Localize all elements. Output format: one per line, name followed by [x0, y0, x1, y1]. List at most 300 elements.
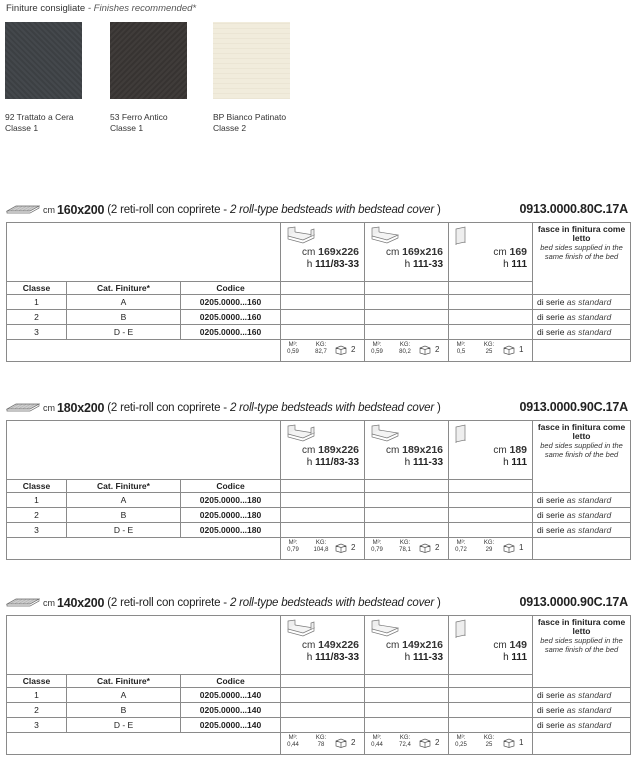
finish-swatch-trattato-a-cera [5, 22, 82, 99]
standard-cell [533, 703, 631, 718]
weight-label: KG: [483, 735, 495, 741]
box-icon [335, 738, 347, 748]
height-value: 111/83-33 [315, 259, 360, 270]
column-header-cat-finiture: Cat. Finiture* [67, 480, 181, 493]
variant-cell [281, 616, 365, 675]
swatch-name: BP Bianco Patinato [213, 112, 287, 122]
standard-cell [533, 493, 631, 508]
bed-with-headboard-icon [285, 619, 317, 637]
unit-label: cm [493, 247, 507, 258]
unit-label: cm [43, 205, 55, 215]
bed-with-headboard-icon [285, 424, 317, 442]
empty-cell [281, 675, 365, 688]
standard-cell [533, 310, 631, 325]
unit-label: cm [302, 247, 316, 258]
volume-label: M³: [456, 540, 466, 546]
table-row [7, 703, 631, 718]
variant-size: 149x226 [318, 639, 360, 651]
variant-cell [365, 223, 449, 282]
description-close: ) [436, 402, 441, 414]
empty-cell [281, 295, 365, 310]
standard-en: as standard [566, 297, 612, 307]
box-icon [419, 543, 431, 553]
packages-info [503, 738, 523, 748]
empty-cell [281, 703, 365, 718]
section-header [6, 400, 630, 416]
unit-label: cm [386, 247, 400, 258]
finish-note-it: fasce in finitura come letto [537, 617, 626, 636]
packages-info [419, 345, 439, 355]
volume-value: 0,59 [287, 349, 299, 355]
weight-info [395, 540, 415, 554]
standard-en: as standard [566, 312, 612, 322]
finish-swatch-bianco-patinato [213, 22, 290, 99]
column-header-codice: Codice [181, 282, 281, 295]
standard-cell [533, 295, 631, 310]
height-value: 111-33 [412, 652, 444, 663]
variant-size: 189x226 [318, 444, 360, 456]
empty-cell [281, 688, 365, 703]
weight-label: KG: [315, 342, 327, 348]
section-size: 140x200 [57, 596, 105, 610]
standard-cell [533, 523, 631, 538]
empty-cell [281, 523, 365, 538]
weight-label: KG: [483, 540, 495, 546]
variant-height [405, 457, 443, 468]
empty-cell [449, 703, 533, 718]
finishes-title-en: - Finishes recommended* [87, 3, 197, 14]
empty-cell [281, 282, 365, 295]
code-cell: 0205.0000...180 [181, 523, 281, 538]
variant-height [503, 259, 527, 270]
empty-cell [365, 508, 449, 523]
product-table [6, 222, 631, 362]
empty-cell [7, 223, 281, 282]
section-header [6, 202, 630, 218]
product-section [0, 400, 635, 574]
packages-info [503, 345, 523, 355]
variant-size: 169x226 [318, 246, 360, 258]
weight-value: 82,7 [315, 349, 327, 355]
classe-cell: 1 [7, 295, 67, 310]
table-row [7, 508, 631, 523]
variant-size: 149 [509, 639, 528, 651]
height-value: 111 [511, 259, 528, 270]
packages-info [419, 738, 439, 748]
packages-info [335, 543, 355, 553]
variant-size: 149x216 [402, 639, 444, 651]
height-prefix: h [306, 457, 313, 468]
classe-cell: 2 [7, 508, 67, 523]
classe-cell: 1 [7, 493, 67, 508]
empty-cell [533, 340, 631, 362]
empty-cell [365, 523, 449, 538]
table-row [7, 493, 631, 508]
variant-height [405, 652, 443, 663]
packaging-cell [365, 340, 449, 362]
section-code: 0913.0000.90C.17A [519, 400, 628, 414]
empty-cell [449, 493, 533, 508]
standard-it: di serie [537, 312, 565, 322]
description-it: (2 reti-roll con coprirete - [107, 597, 227, 609]
standard-it: di serie [537, 297, 565, 307]
standard-it: di serie [537, 720, 565, 730]
variant-cell [281, 223, 365, 282]
packaging-cell [281, 733, 365, 755]
empty-cell [365, 718, 449, 733]
weight-info [395, 735, 415, 749]
height-prefix: h [503, 652, 509, 663]
standard-it: di serie [537, 495, 565, 505]
height-value: 111 [511, 457, 528, 468]
volume-info [285, 342, 301, 356]
category-cell: B [67, 508, 181, 523]
code-cell: 0205.0000...160 [181, 310, 281, 325]
product-section [0, 202, 635, 376]
standard-it: di serie [537, 327, 565, 337]
finish-note-en: bed sides supplied in the same finish of the bed [540, 636, 623, 654]
variant-height [307, 259, 359, 270]
bed-low-icon [369, 424, 401, 442]
volume-label: M³: [372, 540, 382, 546]
unit-label: cm [493, 445, 507, 456]
standard-en: as standard [566, 525, 612, 535]
volume-info [369, 735, 385, 749]
weight-value: 29 [485, 547, 493, 553]
height-prefix: h [306, 259, 313, 270]
code-cell: 0205.0000...160 [181, 295, 281, 310]
empty-cell [7, 421, 281, 480]
variant-cell [449, 223, 533, 282]
box-icon [503, 345, 515, 355]
height-value: 111-33 [412, 457, 444, 468]
variant-height [307, 652, 359, 663]
column-header-codice: Codice [181, 675, 281, 688]
section-description [107, 204, 440, 216]
section-description [107, 402, 440, 414]
variant-cell [365, 421, 449, 480]
box-icon [335, 543, 347, 553]
variant-dimensions [302, 444, 359, 456]
description-it: (2 reti-roll con coprirete - [107, 402, 227, 414]
weight-info [311, 540, 331, 554]
volume-info [453, 540, 469, 554]
variant-height [503, 652, 527, 663]
section-code: 0913.0000.90C.17A [519, 595, 628, 609]
packaging-cell [281, 538, 365, 560]
variant-height [503, 457, 527, 468]
classe-cell: 2 [7, 703, 67, 718]
packaging-row [7, 733, 631, 755]
height-value: 111-33 [412, 259, 444, 270]
bed-frame-icon [6, 205, 40, 215]
standard-cell [533, 508, 631, 523]
swatch-name: 92 Trattato a Cera [5, 112, 74, 122]
empty-cell [365, 688, 449, 703]
empty-cell [449, 325, 533, 340]
volume-label: M³: [288, 735, 298, 741]
weight-label: KG: [315, 540, 327, 546]
headboard-icon [453, 619, 469, 639]
volume-value: 0,72 [455, 547, 467, 553]
finish-note-cell [533, 616, 631, 688]
category-cell: A [67, 295, 181, 310]
finishes-title [6, 3, 196, 14]
swatch-name: 53 Ferro Antico [110, 112, 168, 122]
description-en: 2 roll-type bedsteads with bedstead cover [229, 402, 434, 414]
volume-label: M³: [456, 735, 466, 741]
empty-cell [449, 480, 533, 493]
description-en: 2 roll-type bedsteads with bedstead cover [229, 204, 434, 216]
volume-label: M³: [456, 342, 466, 348]
height-prefix: h [503, 259, 509, 270]
classe-cell: 3 [7, 325, 67, 340]
empty-cell [365, 703, 449, 718]
empty-cell [281, 480, 365, 493]
variant-size: 169 [509, 246, 528, 258]
category-cell: D - E [67, 325, 181, 340]
variant-dimensions [302, 246, 359, 258]
weight-info [395, 342, 415, 356]
variant-dimensions [493, 444, 527, 456]
variant-dimensions [386, 246, 443, 258]
packages-count: 2 [351, 738, 356, 747]
weight-info [311, 342, 331, 356]
unit-label: cm [386, 445, 400, 456]
table-row [7, 325, 631, 340]
bed-low-icon [369, 226, 401, 244]
bed-frame-icon [6, 403, 40, 413]
volume-label: M³: [372, 342, 382, 348]
empty-cell [449, 282, 533, 295]
code-cell: 0205.0000...140 [181, 688, 281, 703]
packages-count: 1 [519, 738, 524, 747]
description-close: ) [436, 597, 441, 609]
empty-cell [281, 325, 365, 340]
standard-it: di serie [537, 525, 565, 535]
empty-cell [7, 733, 281, 755]
variant-size: 189x216 [402, 444, 444, 456]
height-prefix: h [404, 652, 411, 663]
variant-height [405, 259, 443, 270]
table-row [7, 310, 631, 325]
column-header-classe: Classe [7, 675, 67, 688]
table-row [7, 688, 631, 703]
swatch-classe: Classe 1 [5, 123, 39, 133]
headboard-icon [453, 226, 469, 246]
height-prefix: h [404, 259, 411, 270]
code-cell: 0205.0000...160 [181, 325, 281, 340]
empty-cell [281, 508, 365, 523]
packages-count: 2 [351, 345, 356, 354]
box-icon [503, 543, 515, 553]
weight-info [479, 735, 499, 749]
empty-cell [7, 616, 281, 675]
variant-cell [449, 421, 533, 480]
swatch-caption [5, 112, 74, 134]
empty-cell [7, 538, 281, 560]
volume-value: 0,44 [287, 742, 299, 748]
product-table [6, 615, 631, 755]
description-en: 2 roll-type bedsteads with bedstead cover [229, 597, 434, 609]
box-icon [503, 738, 515, 748]
description-close: ) [436, 204, 441, 216]
volume-label: M³: [288, 342, 298, 348]
volume-info [453, 342, 469, 356]
swatch-caption [213, 112, 286, 134]
packages-info [335, 738, 355, 748]
finish-note-it: fasce in finitura come letto [537, 224, 626, 243]
standard-en: as standard [566, 327, 612, 337]
standard-cell [533, 325, 631, 340]
column-header-codice: Codice [181, 480, 281, 493]
category-cell: A [67, 688, 181, 703]
variant-images-row [7, 421, 631, 480]
empty-cell [449, 718, 533, 733]
volume-value: 0,44 [371, 742, 383, 748]
bed-low-icon [369, 619, 401, 637]
unit-label: cm [43, 403, 55, 413]
height-prefix: h [404, 457, 411, 468]
volume-value: 0,5 [456, 349, 466, 355]
classe-cell: 2 [7, 310, 67, 325]
packaging-cell [449, 340, 533, 362]
standard-it: di serie [537, 705, 565, 715]
height-value: 111/83-33 [315, 457, 360, 468]
volume-value: 0,79 [287, 547, 299, 553]
packaging-cell [281, 340, 365, 362]
unit-label: cm [386, 640, 400, 651]
box-icon [335, 345, 347, 355]
standard-cell [533, 688, 631, 703]
height-prefix: h [503, 457, 509, 468]
weight-value: 80,2 [399, 349, 411, 355]
weight-value: 104,8 [313, 547, 329, 553]
weight-value: 78 [317, 742, 325, 748]
category-cell: A [67, 493, 181, 508]
variant-size: 169x216 [402, 246, 444, 258]
variant-height [307, 457, 359, 468]
empty-cell [533, 538, 631, 560]
section-code: 0913.0000.80C.17A [519, 202, 628, 216]
finishes-title-it: Finiture consigliate [6, 3, 86, 14]
packaging-row [7, 340, 631, 362]
packages-count: 1 [519, 543, 524, 552]
volume-info [453, 735, 469, 749]
classe-cell: 3 [7, 523, 67, 538]
standard-it: di serie [537, 690, 565, 700]
empty-cell [281, 310, 365, 325]
finish-note-cell [533, 223, 631, 295]
code-cell: 0205.0000...180 [181, 493, 281, 508]
height-value: 111/83-33 [315, 652, 360, 663]
swatch-classe: Classe 2 [213, 123, 247, 133]
weight-value: 72,4 [399, 742, 411, 748]
variant-dimensions [493, 639, 527, 651]
packaging-row [7, 538, 631, 560]
category-cell: D - E [67, 523, 181, 538]
category-cell: B [67, 310, 181, 325]
headboard-icon [453, 424, 469, 444]
swatch-caption [110, 112, 168, 134]
volume-value: 0,79 [371, 547, 383, 553]
swatch-classe: Classe 1 [110, 123, 144, 133]
variant-dimensions [386, 639, 443, 651]
variant-cell [281, 421, 365, 480]
empty-cell [7, 340, 281, 362]
volume-label: M³: [372, 735, 382, 741]
empty-cell [365, 675, 449, 688]
classe-cell: 1 [7, 688, 67, 703]
standard-it: di serie [537, 510, 565, 520]
weight-value: 78,1 [399, 547, 411, 553]
volume-value: 0,59 [371, 349, 383, 355]
finish-note-it: fasce in finitura come letto [537, 422, 626, 441]
empty-cell [281, 493, 365, 508]
standard-cell [533, 718, 631, 733]
column-header-cat-finiture: Cat. Finiture* [67, 282, 181, 295]
packaging-cell [365, 733, 449, 755]
weight-label: KG: [399, 342, 411, 348]
weight-label: KG: [315, 735, 327, 741]
finish-swatch-ferro-antico [110, 22, 187, 99]
packages-count: 1 [519, 345, 524, 354]
box-icon [419, 738, 431, 748]
empty-cell [281, 718, 365, 733]
unit-label: cm [302, 445, 316, 456]
height-value: 111 [511, 652, 528, 663]
empty-cell [449, 523, 533, 538]
box-icon [419, 345, 431, 355]
bed-with-headboard-icon [285, 226, 317, 244]
variant-cell [449, 616, 533, 675]
variant-cell [365, 616, 449, 675]
variant-size: 189 [509, 444, 528, 456]
weight-info [311, 735, 331, 749]
empty-cell [449, 310, 533, 325]
section-description [107, 597, 440, 609]
empty-cell [449, 295, 533, 310]
weight-value: 25 [485, 349, 493, 355]
standard-en: as standard [566, 495, 612, 505]
section-header [6, 595, 630, 611]
standard-en: as standard [566, 510, 612, 520]
finish-note-cell [533, 421, 631, 493]
category-cell: B [67, 703, 181, 718]
product-table [6, 420, 631, 560]
section-size: 160x200 [57, 203, 105, 217]
packages-info [503, 543, 523, 553]
table-row [7, 523, 631, 538]
finish-note-en: bed sides supplied in the same finish of the bed [540, 441, 623, 459]
volume-info [369, 342, 385, 356]
volume-info [285, 540, 301, 554]
unit-label: cm [43, 598, 55, 608]
empty-cell [449, 688, 533, 703]
standard-en: as standard [566, 720, 612, 730]
variant-dimensions [493, 246, 527, 258]
table-row [7, 295, 631, 310]
volume-value: 0,25 [455, 742, 467, 748]
packages-info [335, 345, 355, 355]
code-cell: 0205.0000...180 [181, 508, 281, 523]
column-header-cat-finiture: Cat. Finiture* [67, 675, 181, 688]
weight-info [479, 342, 499, 356]
weight-value: 25 [485, 742, 493, 748]
unit-label: cm [302, 640, 316, 651]
variant-images-row [7, 616, 631, 675]
empty-cell [365, 325, 449, 340]
